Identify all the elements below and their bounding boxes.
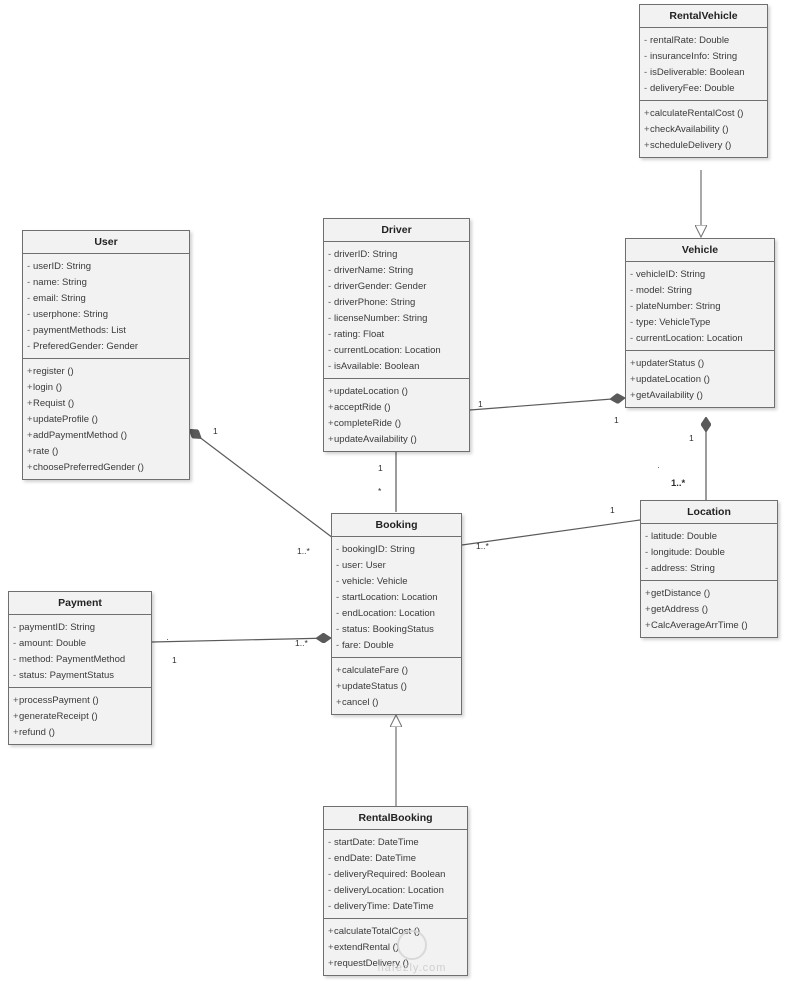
attribute-row: - deliveryFee: Double bbox=[642, 80, 765, 96]
attribute-row: - deliveryRequired: Boolean bbox=[326, 866, 465, 882]
class-attributes-payment bbox=[9, 615, 151, 687]
attribute-row: - currentLocation: Location bbox=[628, 330, 772, 346]
operation-row: + register () bbox=[25, 363, 187, 379]
class-title-rentalvehicle: RentalVehicle bbox=[640, 5, 767, 28]
operation-row: + refund () bbox=[11, 724, 149, 740]
operation-row: + updateStatus () bbox=[334, 678, 459, 694]
operation-row: + updateAvailability () bbox=[326, 431, 467, 447]
class-box-location[interactable] bbox=[640, 500, 778, 638]
attribute-row: - isDeliverable: Boolean bbox=[642, 64, 765, 80]
class-box-rentalvehicle[interactable] bbox=[639, 4, 768, 158]
attribute-row: - paymentID: String bbox=[11, 619, 149, 635]
class-box-booking[interactable] bbox=[331, 513, 462, 715]
watermark-logo-icon bbox=[397, 930, 427, 960]
class-attributes-vehicle bbox=[626, 262, 774, 350]
attribute-row: - vehicle: Vehicle bbox=[334, 573, 459, 589]
attribute-row: - name: String bbox=[25, 274, 187, 290]
attribute-row: - address: String bbox=[643, 560, 775, 576]
multiplicity-label: 1 bbox=[213, 426, 218, 436]
class-operations-vehicle bbox=[626, 350, 774, 407]
operation-row: + calculateTotalCost () bbox=[326, 923, 465, 939]
multiplicity-label: 1 bbox=[614, 415, 619, 425]
attribute-row: - driverGender: Gender bbox=[326, 278, 467, 294]
class-title-user: User bbox=[23, 231, 189, 254]
class-operations-rentalvehicle bbox=[640, 100, 767, 157]
class-operations-payment bbox=[9, 687, 151, 744]
attribute-row: - paymentMethods: List bbox=[25, 322, 187, 338]
attribute-row: - deliveryTime: DateTime bbox=[326, 898, 465, 914]
operation-row: + choosePreferredGender () bbox=[25, 459, 187, 475]
attribute-row: - currentLocation: Location bbox=[326, 342, 467, 358]
attribute-row: - deliveryLocation: Location bbox=[326, 882, 465, 898]
attribute-row: - rating: Float bbox=[326, 326, 467, 342]
class-title-location: Location bbox=[641, 501, 777, 524]
attribute-row: - model: String bbox=[628, 282, 772, 298]
class-title-rentalbooking: RentalBooking bbox=[324, 807, 467, 830]
attribute-row: - driverPhone: String bbox=[326, 294, 467, 310]
operation-row: + scheduleDelivery () bbox=[642, 137, 765, 153]
operation-row: + extendRental () bbox=[326, 939, 465, 955]
attribute-row: - startLocation: Location bbox=[334, 589, 459, 605]
operation-row: + checkAvailability () bbox=[642, 121, 765, 137]
multiplicity-label: * bbox=[378, 486, 382, 496]
operation-row: + calculateFare () bbox=[334, 662, 459, 678]
multiplicity-label: 1..* bbox=[297, 546, 310, 556]
attribute-row: - bookingID: String bbox=[334, 541, 459, 557]
operation-row: + completeRide () bbox=[326, 415, 467, 431]
attribute-row: - driverName: String bbox=[326, 262, 467, 278]
class-operations-user bbox=[23, 358, 189, 479]
multiplicity-label: 1 bbox=[378, 463, 383, 473]
attribute-row: - licenseNumber: String bbox=[326, 310, 467, 326]
attribute-row: - method: PaymentMethod bbox=[11, 651, 149, 667]
multiplicity-label: 1..* bbox=[295, 638, 308, 648]
operation-row: + CalcAverageArrTime () bbox=[643, 617, 775, 633]
attribute-row: - latitude: Double bbox=[643, 528, 775, 544]
attribute-row: - longitude: Double bbox=[643, 544, 775, 560]
class-attributes-rentalbooking bbox=[324, 830, 467, 918]
attribute-row: - userID: String bbox=[25, 258, 187, 274]
attribute-row: - driverID: String bbox=[326, 246, 467, 262]
operation-row: + updaterStatus () bbox=[628, 355, 772, 371]
attribute-row: - status: PaymentStatus bbox=[11, 667, 149, 683]
class-box-vehicle[interactable] bbox=[625, 238, 775, 408]
class-attributes-rentalvehicle bbox=[640, 28, 767, 100]
attribute-row: - insuranceInfo: String bbox=[642, 48, 765, 64]
attribute-row: - fare: Double bbox=[334, 637, 459, 653]
multiplicity-label: 1..* bbox=[671, 478, 686, 489]
multiplicity-label: · bbox=[657, 462, 660, 472]
multiplicity-label: · bbox=[166, 634, 169, 644]
operation-row: + updateLocation () bbox=[326, 383, 467, 399]
attribute-row: - amount: Double bbox=[11, 635, 149, 651]
operation-row: + login () bbox=[25, 379, 187, 395]
class-title-booking: Booking bbox=[332, 514, 461, 537]
class-title-payment: Payment bbox=[9, 592, 151, 615]
multiplicity-label: 1 bbox=[689, 433, 694, 443]
multiplicity-label: 1 bbox=[478, 399, 483, 409]
class-box-driver[interactable] bbox=[323, 218, 470, 452]
watermark bbox=[352, 930, 472, 974]
attribute-row: - vehicleID: String bbox=[628, 266, 772, 282]
operation-row: + addPaymentMethod () bbox=[25, 427, 187, 443]
attribute-row: - startDate: DateTime bbox=[326, 834, 465, 850]
attribute-row: - email: String bbox=[25, 290, 187, 306]
operation-row: + acceptRide () bbox=[326, 399, 467, 415]
operation-row: + generateReceipt () bbox=[11, 708, 149, 724]
operation-row: + updateLocation () bbox=[628, 371, 772, 387]
class-title-driver: Driver bbox=[324, 219, 469, 242]
attribute-row: - user: User bbox=[334, 557, 459, 573]
operation-row: + getAvailability () bbox=[628, 387, 772, 403]
attribute-row: - userphone: String bbox=[25, 306, 187, 322]
operation-row: + Requist () bbox=[25, 395, 187, 411]
attribute-row: - plateNumber: String bbox=[628, 298, 772, 314]
operation-row: + updateProfile () bbox=[25, 411, 187, 427]
operation-row: + getDistance () bbox=[643, 585, 775, 601]
watermark-text: nafezly.com bbox=[377, 962, 447, 974]
operation-row: + rate () bbox=[25, 443, 187, 459]
class-attributes-user bbox=[23, 254, 189, 358]
attribute-row: - status: BookingStatus bbox=[334, 621, 459, 637]
operation-row: + getAddress () bbox=[643, 601, 775, 617]
attribute-row: - type: VehicleType bbox=[628, 314, 772, 330]
attribute-row: - endLocation: Location bbox=[334, 605, 459, 621]
class-attributes-booking bbox=[332, 537, 461, 657]
multiplicity-label: 1 bbox=[172, 655, 177, 665]
operation-row: + cancel () bbox=[334, 694, 459, 710]
class-operations-booking bbox=[332, 657, 461, 714]
attribute-row: - rentalRate: Double bbox=[642, 32, 765, 48]
operation-row: + processPayment () bbox=[11, 692, 149, 708]
attribute-row: - endDate: DateTime bbox=[326, 850, 465, 866]
class-title-vehicle: Vehicle bbox=[626, 239, 774, 262]
class-attributes-location bbox=[641, 524, 777, 580]
class-attributes-driver bbox=[324, 242, 469, 378]
attribute-row: - PreferedGender: Gender bbox=[25, 338, 187, 354]
multiplicity-label: 1 bbox=[610, 505, 615, 515]
multiplicity-label: 1..* bbox=[476, 541, 489, 551]
operation-row: + requestDelivery () bbox=[326, 955, 465, 971]
class-operations-location bbox=[641, 580, 777, 637]
attribute-row: - isAvailable: Boolean bbox=[326, 358, 467, 374]
class-box-payment[interactable] bbox=[8, 591, 152, 745]
operation-row: + calculateRentalCost () bbox=[642, 105, 765, 121]
class-box-user[interactable] bbox=[22, 230, 190, 480]
class-operations-driver bbox=[324, 378, 469, 451]
